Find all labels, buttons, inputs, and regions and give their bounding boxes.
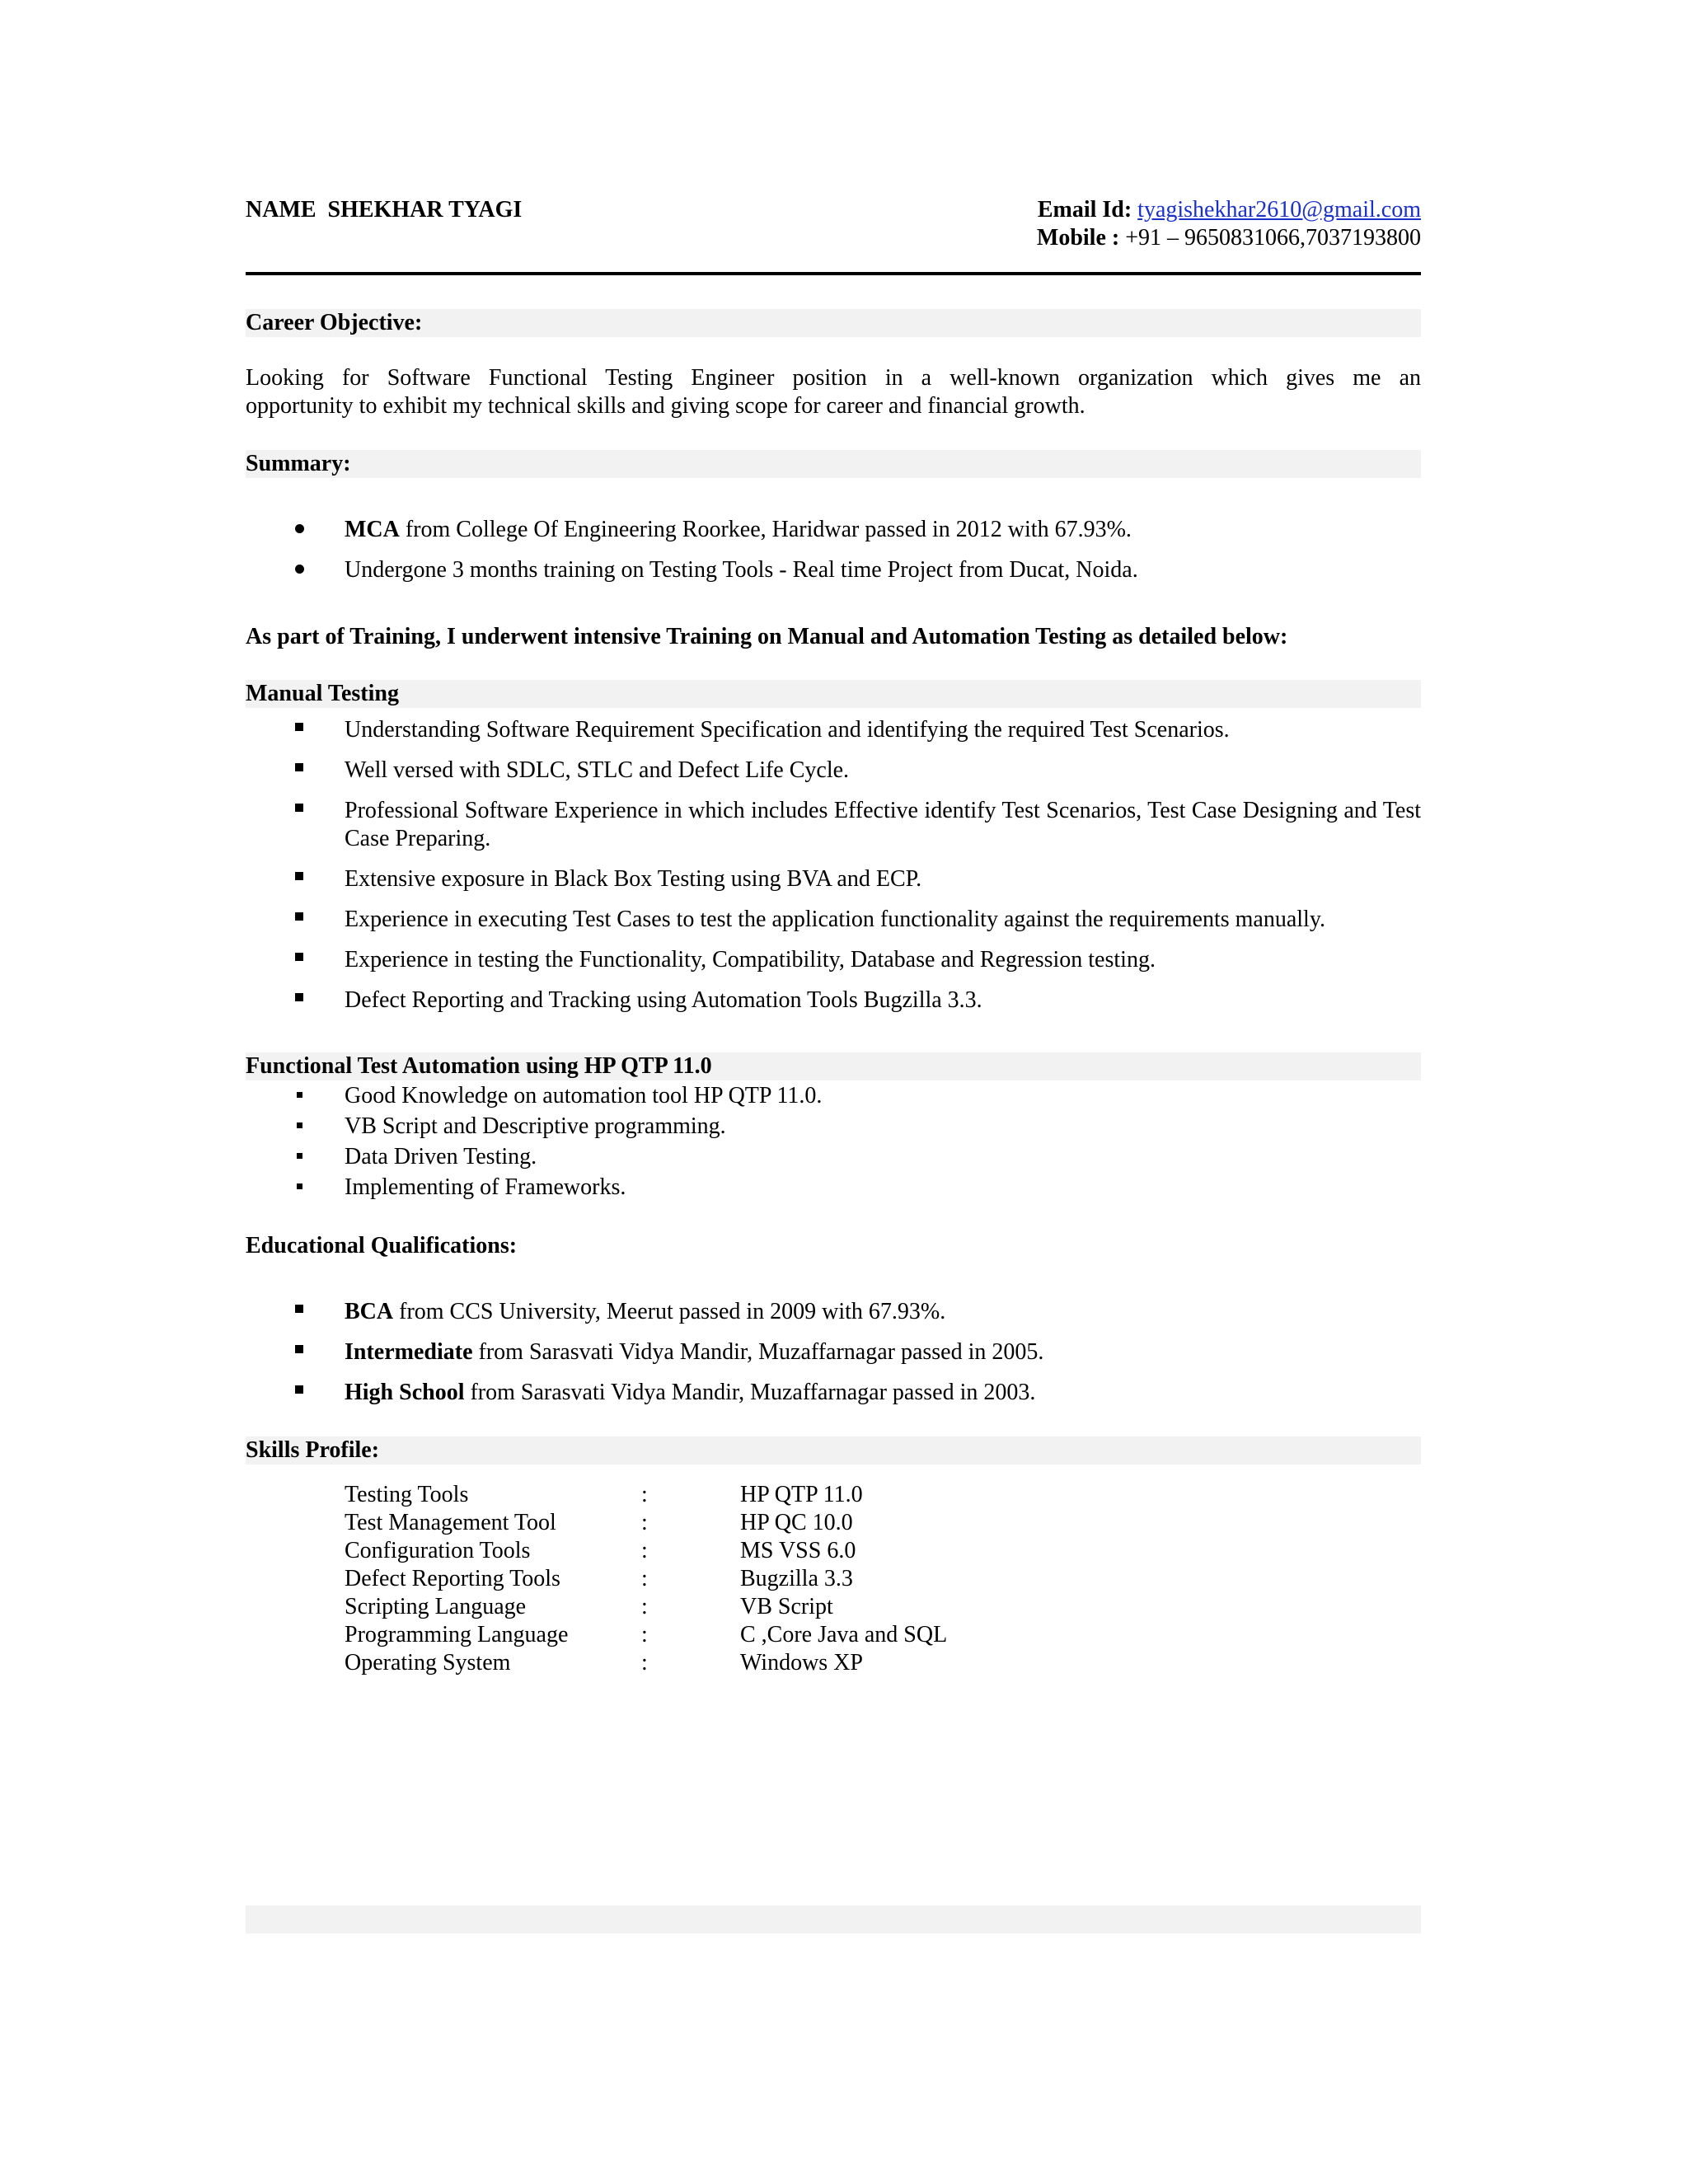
mobile-row — [1037, 224, 1421, 252]
skill-key: Test Management Tool — [345, 1510, 556, 1535]
education-detail: from CCS University, Meerut passed in 2009 with 67.93%. — [393, 1299, 946, 1324]
skills-heading: Skills Profile: — [246, 1436, 1421, 1465]
skill-value: HP QTP 11.0 — [740, 1482, 863, 1507]
list-item — [246, 556, 1421, 584]
skill-separator: : — [641, 1622, 648, 1647]
list-item — [246, 797, 1421, 853]
resume-page — [246, 0, 1421, 2184]
list-item — [246, 516, 1421, 544]
skill-separator: : — [641, 1482, 648, 1507]
skill-value: VB Script — [740, 1594, 833, 1619]
footer-bar — [246, 1905, 1421, 1933]
list-item — [246, 1298, 1421, 1326]
skill-key: Programming Language — [345, 1622, 569, 1647]
skill-value: Windows XP — [740, 1650, 863, 1675]
manual-testing-heading: Manual Testing — [246, 680, 1421, 708]
manual-testing-list — [246, 716, 1421, 1027]
email-label: Email Id: — [1037, 197, 1132, 223]
list-item — [246, 757, 1421, 785]
list-item-text: Experience in testing the Functionality, Compatibility, Database and Regression testing. — [345, 947, 1156, 972]
career-objective-text — [246, 364, 1421, 420]
training-intro: As part of Training, I underwent intensive Training on Manual and Automation Testing as detailed below: — [246, 624, 1288, 649]
skill-separator: : — [641, 1510, 648, 1535]
education-detail: from Sarasvati Vidya Mandir, Muzaffarnagar passed in 2003. — [464, 1380, 1036, 1405]
list-item-text: Understanding Software Requirement Specification and identifying the required Test Scenarios. — [345, 717, 1230, 743]
table-row — [345, 1537, 947, 1565]
summary-list — [246, 516, 1421, 597]
skill-separator: : — [641, 1650, 648, 1675]
education-list — [246, 1298, 1421, 1419]
header-divider — [246, 272, 1421, 275]
list-item — [246, 716, 1421, 744]
career-objective-heading: Career Objective: — [246, 309, 1421, 337]
education-heading: Educational Qualifications: — [246, 1233, 518, 1258]
list-item-text: Data Driven Testing. — [345, 1144, 537, 1169]
career-objective-line-1: Looking for Software Functional Testing Engineer position in a well-known organization which gives me an — [246, 365, 1421, 391]
list-item-text: VB Script and Descriptive programming. — [345, 1113, 726, 1139]
list-item — [246, 865, 1421, 893]
skill-key: Configuration Tools — [345, 1538, 531, 1563]
table-row — [345, 1593, 947, 1621]
education-detail: from Sarasvati Vidya Mandir, Muzaffarnagar passed in 2005. — [472, 1339, 1044, 1365]
email-link[interactable]: tyagishekhar2610@gmail.com — [1137, 197, 1421, 223]
skill-key: Testing Tools — [345, 1482, 469, 1507]
table-row — [345, 1509, 947, 1537]
table-row — [345, 1565, 947, 1593]
list-item — [246, 1338, 1421, 1366]
list-item — [246, 946, 1421, 974]
skill-separator: : — [641, 1566, 648, 1591]
mobile-label: Mobile : — [1036, 225, 1120, 251]
summary-item-bold: MCA — [345, 517, 400, 542]
list-item — [246, 1379, 1421, 1407]
summary-item-text: from College Of Engineering Roorkee, Haridwar passed in 2012 with 67.93%. — [399, 517, 1132, 542]
skill-key: Defect Reporting Tools — [345, 1566, 560, 1591]
skill-key: Scripting Language — [345, 1594, 527, 1619]
list-item-text: Experience in executing Test Cases to test the application functionality against the requirements manually. — [345, 907, 1326, 932]
career-objective-line-2: opportunity to exhibit my technical skills and giving scope for career and financial growth. — [246, 393, 1085, 419]
automation-list — [246, 1082, 1421, 1204]
list-item — [246, 1143, 1421, 1171]
list-item-text: Implementing of Frameworks. — [345, 1174, 626, 1200]
list-item-text: Good Knowledge on automation tool HP QTP 11.0. — [345, 1083, 823, 1108]
education-degree: BCA — [345, 1299, 394, 1324]
table-row — [345, 1621, 947, 1649]
skill-separator: : — [641, 1538, 648, 1563]
skill-separator: : — [641, 1594, 648, 1619]
list-item — [246, 906, 1421, 934]
mobile-number: +91 – 9650831066,7037193800 — [1119, 225, 1421, 251]
education-degree: Intermediate — [345, 1339, 473, 1365]
list-item-text: Extensive exposure in Black Box Testing using BVA and ECP. — [345, 866, 922, 892]
skill-key: Operating System — [345, 1650, 511, 1675]
contact-block — [1037, 196, 1421, 252]
resume-header — [246, 196, 1421, 270]
table-row — [345, 1649, 947, 1677]
skill-value: MS VSS 6.0 — [740, 1538, 856, 1563]
education-degree: High School — [345, 1380, 465, 1405]
list-item — [246, 1082, 1421, 1110]
list-item — [246, 987, 1421, 1015]
list-item — [246, 1174, 1421, 1202]
list-item — [246, 1113, 1421, 1141]
summary-heading: Summary: — [246, 450, 1421, 478]
automation-heading: Functional Test Automation using HP QTP 11.0 — [246, 1052, 1421, 1080]
skill-value: C ,Core Java and SQL — [740, 1622, 948, 1647]
list-item-text: Professional Software Experience in which includes Effective identify Test Scenarios, Test Case Designing and Test Case Preparing. — [345, 798, 1421, 851]
email-row — [1037, 196, 1421, 224]
skill-value: Bugzilla 3.3 — [740, 1566, 853, 1591]
skills-table — [345, 1481, 947, 1677]
table-row — [345, 1481, 947, 1509]
skill-value: HP QC 10.0 — [740, 1510, 853, 1535]
summary-item-text: Undergone 3 months training on Testing Tools - Real time Project from Ducat, Noida. — [345, 557, 1138, 583]
candidate-name: NAME SHEKHAR TYAGI — [246, 197, 523, 223]
list-item-text: Well versed with SDLC, STLC and Defect Life Cycle. — [345, 757, 850, 783]
list-item-text: Defect Reporting and Tracking using Automation Tools Bugzilla 3.3. — [345, 987, 982, 1013]
